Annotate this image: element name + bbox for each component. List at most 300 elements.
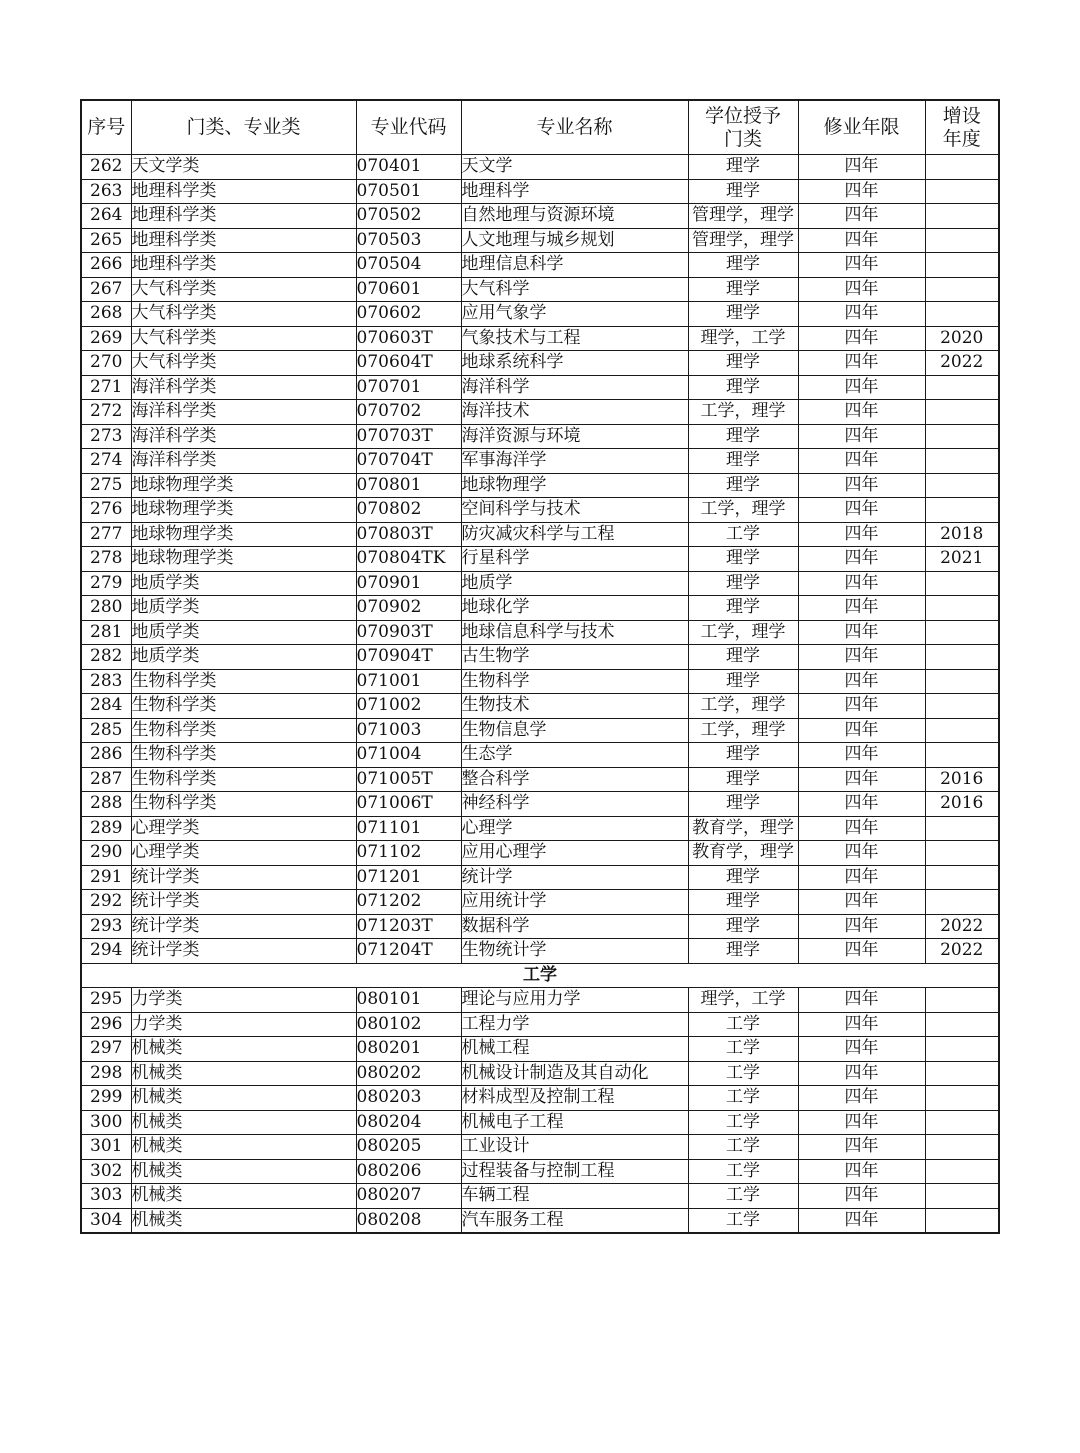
table-row [81,424,999,449]
table-row [81,1061,999,1086]
table-row [81,596,999,621]
cell-years: 四年 [798,277,925,302]
cell-years: 四年 [798,424,925,449]
cell-added-year [925,571,999,596]
cell-degree: 教育学，理学 [688,816,798,841]
cell-years: 四年 [798,351,925,376]
cell-name: 气象技术与工程 [461,326,688,351]
cell-name: 自然地理与资源环境 [461,204,688,229]
cell-name: 人文地理与城乡规划 [461,228,688,253]
cell-name: 天文学 [461,155,688,180]
cell-added-year [925,1184,999,1209]
cell-code: 070804TK [356,547,461,572]
cell-category: 生物科学类 [131,743,356,768]
cell-code: 080101 [356,988,461,1013]
cell-years: 四年 [798,1135,925,1160]
cell-category: 统计学类 [131,939,356,964]
cell-code: 071003 [356,718,461,743]
cell-degree: 理学 [688,179,798,204]
cell-degree: 工学 [688,1061,798,1086]
cell-name: 神经科学 [461,792,688,817]
cell-name: 行星科学 [461,547,688,572]
cell-no: 262 [81,155,131,180]
cell-years: 四年 [798,1208,925,1233]
cell-degree: 工学 [688,1037,798,1062]
cell-category: 大气科学类 [131,277,356,302]
cell-added-year [925,718,999,743]
table-row [81,1012,999,1037]
cell-category: 海洋科学类 [131,400,356,425]
cell-added-year [925,155,999,180]
table-row [81,571,999,596]
cell-added-year [925,498,999,523]
cell-years: 四年 [798,718,925,743]
cell-category: 地理科学类 [131,228,356,253]
cell-name: 数据科学 [461,914,688,939]
cell-degree: 理学 [688,571,798,596]
cell-degree: 理学 [688,743,798,768]
cell-category: 地球物理学类 [131,522,356,547]
cell-degree: 工学 [688,522,798,547]
cell-no: 288 [81,792,131,817]
cell-degree: 理学 [688,890,798,915]
table-row [81,792,999,817]
table-row [81,718,999,743]
cell-name: 机械设计制造及其自动化 [461,1061,688,1086]
cell-added-year [925,473,999,498]
cell-degree: 理学 [688,914,798,939]
cell-no: 270 [81,351,131,376]
cell-years: 四年 [798,571,925,596]
table-row [81,253,999,278]
header-degree-line1: 学位授予 [704,104,781,127]
cell-no: 286 [81,743,131,768]
cell-added-year: 2018 [925,522,999,547]
cell-years: 四年 [798,228,925,253]
cell-name: 地球化学 [461,596,688,621]
cell-code: 070803T [356,522,461,547]
table-row [81,155,999,180]
cell-category: 海洋科学类 [131,424,356,449]
cell-no: 275 [81,473,131,498]
cell-no: 278 [81,547,131,572]
cell-degree: 教育学，理学 [688,841,798,866]
cell-category: 生物科学类 [131,694,356,719]
cell-no: 265 [81,228,131,253]
cell-name: 材料成型及控制工程 [461,1086,688,1111]
cell-degree: 理学，工学 [688,326,798,351]
cell-years: 四年 [798,743,925,768]
table-row [81,694,999,719]
cell-category: 生物科学类 [131,792,356,817]
cell-degree: 工学，理学 [688,718,798,743]
table-row [81,914,999,939]
cell-no: 287 [81,767,131,792]
cell-code: 070902 [356,596,461,621]
cell-no: 267 [81,277,131,302]
cell-added-year [925,375,999,400]
table-row [81,1184,999,1209]
cell-category: 海洋科学类 [131,375,356,400]
header-category: 门类、专业类 [131,100,356,155]
cell-category: 海洋科学类 [131,449,356,474]
cell-years: 四年 [798,326,925,351]
cell-code: 070903T [356,620,461,645]
cell-code: 070603T [356,326,461,351]
cell-added-year [925,694,999,719]
table-row [81,890,999,915]
cell-name: 大气科学 [461,277,688,302]
cell-category: 力学类 [131,988,356,1013]
cell-no: 298 [81,1061,131,1086]
cell-name: 心理学 [461,816,688,841]
cell-added-year [925,669,999,694]
header-name: 专业名称 [461,100,688,155]
table-row [81,277,999,302]
cell-category: 大气科学类 [131,351,356,376]
header-added-line1: 增设 [942,104,981,127]
cell-code: 070703T [356,424,461,449]
cell-code: 080201 [356,1037,461,1062]
cell-degree: 工学，理学 [688,400,798,425]
cell-name: 生物信息学 [461,718,688,743]
cell-years: 四年 [798,155,925,180]
cell-category: 地理科学类 [131,204,356,229]
cell-years: 四年 [798,620,925,645]
cell-no: 276 [81,498,131,523]
cell-no: 282 [81,645,131,670]
cell-code: 080208 [356,1208,461,1233]
cell-years: 四年 [798,767,925,792]
cell-added-year [925,988,999,1013]
cell-added-year [925,253,999,278]
cell-years: 四年 [798,988,925,1013]
table-row [81,841,999,866]
cell-name: 古生物学 [461,645,688,670]
table-row [81,1110,999,1135]
cell-code: 070503 [356,228,461,253]
table-row [81,375,999,400]
cell-no: 285 [81,718,131,743]
cell-years: 四年 [798,865,925,890]
cell-added-year [925,1037,999,1062]
cell-added-year [925,743,999,768]
cell-name: 应用气象学 [461,302,688,327]
cell-name: 生物技术 [461,694,688,719]
cell-added-year [925,816,999,841]
cell-added-year [925,1208,999,1233]
cell-years: 四年 [798,792,925,817]
cell-name: 生态学 [461,743,688,768]
cell-degree: 理学 [688,865,798,890]
cell-category: 地球物理学类 [131,473,356,498]
cell-name: 地球系统科学 [461,351,688,376]
cell-code: 070802 [356,498,461,523]
cell-category: 统计学类 [131,865,356,890]
table-row [81,1135,999,1160]
table-row [81,351,999,376]
cell-no: 280 [81,596,131,621]
cell-category: 生物科学类 [131,669,356,694]
cell-degree: 工学，理学 [688,694,798,719]
cell-added-year [925,179,999,204]
cell-no: 299 [81,1086,131,1111]
cell-code: 080202 [356,1061,461,1086]
cell-category: 大气科学类 [131,302,356,327]
cell-category: 天文学类 [131,155,356,180]
cell-no: 293 [81,914,131,939]
cell-category: 机械类 [131,1061,356,1086]
cell-no: 264 [81,204,131,229]
cell-years: 四年 [798,669,925,694]
cell-added-year [925,596,999,621]
cell-category: 地理科学类 [131,179,356,204]
cell-category: 机械类 [131,1110,356,1135]
header-no: 序号 [81,100,131,155]
table-row [81,498,999,523]
cell-no: 274 [81,449,131,474]
cell-category: 地质学类 [131,645,356,670]
header-degree-line2: 门类 [723,127,762,150]
cell-no: 290 [81,841,131,866]
cell-years: 四年 [798,841,925,866]
cell-added-year [925,277,999,302]
cell-category: 地球物理学类 [131,547,356,572]
cell-degree: 理学，工学 [688,988,798,1013]
cell-years: 四年 [798,179,925,204]
cell-name: 应用心理学 [461,841,688,866]
cell-degree: 管理学，理学 [688,228,798,253]
table-row [81,400,999,425]
cell-category: 生物科学类 [131,718,356,743]
cell-no: 281 [81,620,131,645]
section-title: 工学 [81,963,999,988]
cell-code: 080207 [356,1184,461,1209]
header-degree [688,100,798,155]
cell-added-year: 2022 [925,914,999,939]
cell-degree: 理学 [688,473,798,498]
cell-name: 整合科学 [461,767,688,792]
cell-degree: 理学 [688,253,798,278]
table-row [81,228,999,253]
cell-years: 四年 [798,816,925,841]
cell-code: 071101 [356,816,461,841]
header-added-line2: 年度 [942,127,981,150]
cell-category: 力学类 [131,1012,356,1037]
cell-category: 机械类 [131,1208,356,1233]
cell-code: 071203T [356,914,461,939]
cell-no: 272 [81,400,131,425]
header-code: 专业代码 [356,100,461,155]
table-row [81,326,999,351]
cell-years: 四年 [798,522,925,547]
cell-degree: 理学 [688,547,798,572]
cell-name: 生物统计学 [461,939,688,964]
cell-degree: 工学 [688,1012,798,1037]
cell-no: 295 [81,988,131,1013]
cell-name: 生物科学 [461,669,688,694]
cell-added-year: 2016 [925,792,999,817]
cell-no: 301 [81,1135,131,1160]
cell-added-year [925,1110,999,1135]
cell-name: 防灾减灾科学与工程 [461,522,688,547]
table-row [81,645,999,670]
cell-code: 071201 [356,865,461,890]
cell-code: 080203 [356,1086,461,1111]
cell-code: 071004 [356,743,461,768]
table-row [81,449,999,474]
cell-years: 四年 [798,694,925,719]
cell-no: 292 [81,890,131,915]
table-body [81,155,999,1234]
cell-no: 297 [81,1037,131,1062]
cell-name: 地理科学 [461,179,688,204]
cell-no: 277 [81,522,131,547]
cell-years: 四年 [798,204,925,229]
table-row [81,1086,999,1111]
cell-added-year [925,424,999,449]
cell-code: 070704T [356,449,461,474]
cell-code: 070701 [356,375,461,400]
cell-category: 地质学类 [131,571,356,596]
cell-name: 海洋资源与环境 [461,424,688,449]
cell-degree: 理学 [688,767,798,792]
cell-code: 070504 [356,253,461,278]
cell-code: 080204 [356,1110,461,1135]
cell-no: 294 [81,939,131,964]
cell-no: 291 [81,865,131,890]
cell-degree: 理学 [688,449,798,474]
cell-degree: 管理学，理学 [688,204,798,229]
cell-category: 生物科学类 [131,767,356,792]
section-row [81,963,999,988]
cell-name: 空间科学与技术 [461,498,688,523]
cell-years: 四年 [798,473,925,498]
cell-category: 地球物理学类 [131,498,356,523]
cell-category: 地质学类 [131,596,356,621]
cell-years: 四年 [798,253,925,278]
cell-name: 军事海洋学 [461,449,688,474]
cell-name: 地理信息科学 [461,253,688,278]
cell-category: 地质学类 [131,620,356,645]
cell-years: 四年 [798,645,925,670]
cell-added-year [925,620,999,645]
header-row [81,100,999,155]
cell-code: 070401 [356,155,461,180]
cell-years: 四年 [798,498,925,523]
cell-degree: 工学，理学 [688,620,798,645]
table-row [81,988,999,1013]
cell-code: 080205 [356,1135,461,1160]
cell-name: 工程力学 [461,1012,688,1037]
cell-code: 070901 [356,571,461,596]
cell-added-year: 2021 [925,547,999,572]
cell-code: 070602 [356,302,461,327]
cell-name: 理论与应用力学 [461,988,688,1013]
table-row [81,767,999,792]
cell-added-year: 2020 [925,326,999,351]
cell-years: 四年 [798,890,925,915]
cell-added-year [925,1061,999,1086]
cell-added-year [925,228,999,253]
cell-added-year [925,449,999,474]
cell-years: 四年 [798,596,925,621]
cell-degree: 工学 [688,1208,798,1233]
cell-code: 080102 [356,1012,461,1037]
cell-added-year [925,1159,999,1184]
cell-years: 四年 [798,939,925,964]
header-years: 修业年限 [798,100,925,155]
table-row [81,302,999,327]
cell-added-year [925,1086,999,1111]
table-row [81,1208,999,1233]
cell-name: 汽车服务工程 [461,1208,688,1233]
cell-added-year [925,841,999,866]
cell-no: 296 [81,1012,131,1037]
cell-category: 机械类 [131,1037,356,1062]
table-row [81,669,999,694]
cell-no: 283 [81,669,131,694]
cell-name: 应用统计学 [461,890,688,915]
table-row [81,816,999,841]
table-row [81,204,999,229]
cell-name: 海洋技术 [461,400,688,425]
cell-years: 四年 [798,1037,925,1062]
cell-code: 071102 [356,841,461,866]
cell-code: 071002 [356,694,461,719]
table-row [81,1159,999,1184]
cell-degree: 理学 [688,596,798,621]
cell-degree: 理学 [688,351,798,376]
header-added [925,100,999,155]
cell-years: 四年 [798,1012,925,1037]
cell-category: 机械类 [131,1184,356,1209]
cell-degree: 理学 [688,939,798,964]
cell-code: 070501 [356,179,461,204]
cell-years: 四年 [798,302,925,327]
cell-years: 四年 [798,547,925,572]
cell-degree: 工学 [688,1135,798,1160]
cell-code: 080206 [356,1159,461,1184]
cell-years: 四年 [798,914,925,939]
cell-category: 统计学类 [131,890,356,915]
cell-category: 机械类 [131,1086,356,1111]
cell-code: 070604T [356,351,461,376]
cell-no: 273 [81,424,131,449]
cell-years: 四年 [798,1086,925,1111]
cell-degree: 理学 [688,375,798,400]
cell-added-year [925,400,999,425]
cell-name: 地球物理学 [461,473,688,498]
cell-code: 070702 [356,400,461,425]
cell-name: 工业设计 [461,1135,688,1160]
cell-degree: 理学 [688,277,798,302]
cell-category: 心理学类 [131,816,356,841]
cell-no: 300 [81,1110,131,1135]
table-row [81,473,999,498]
cell-years: 四年 [798,400,925,425]
cell-degree: 工学，理学 [688,498,798,523]
majors-table [80,99,1000,1234]
cell-no: 284 [81,694,131,719]
cell-name: 机械工程 [461,1037,688,1062]
cell-added-year [925,204,999,229]
cell-category: 地理科学类 [131,253,356,278]
cell-degree: 理学 [688,302,798,327]
cell-added-year: 2022 [925,939,999,964]
cell-code: 070801 [356,473,461,498]
cell-years: 四年 [798,1110,925,1135]
